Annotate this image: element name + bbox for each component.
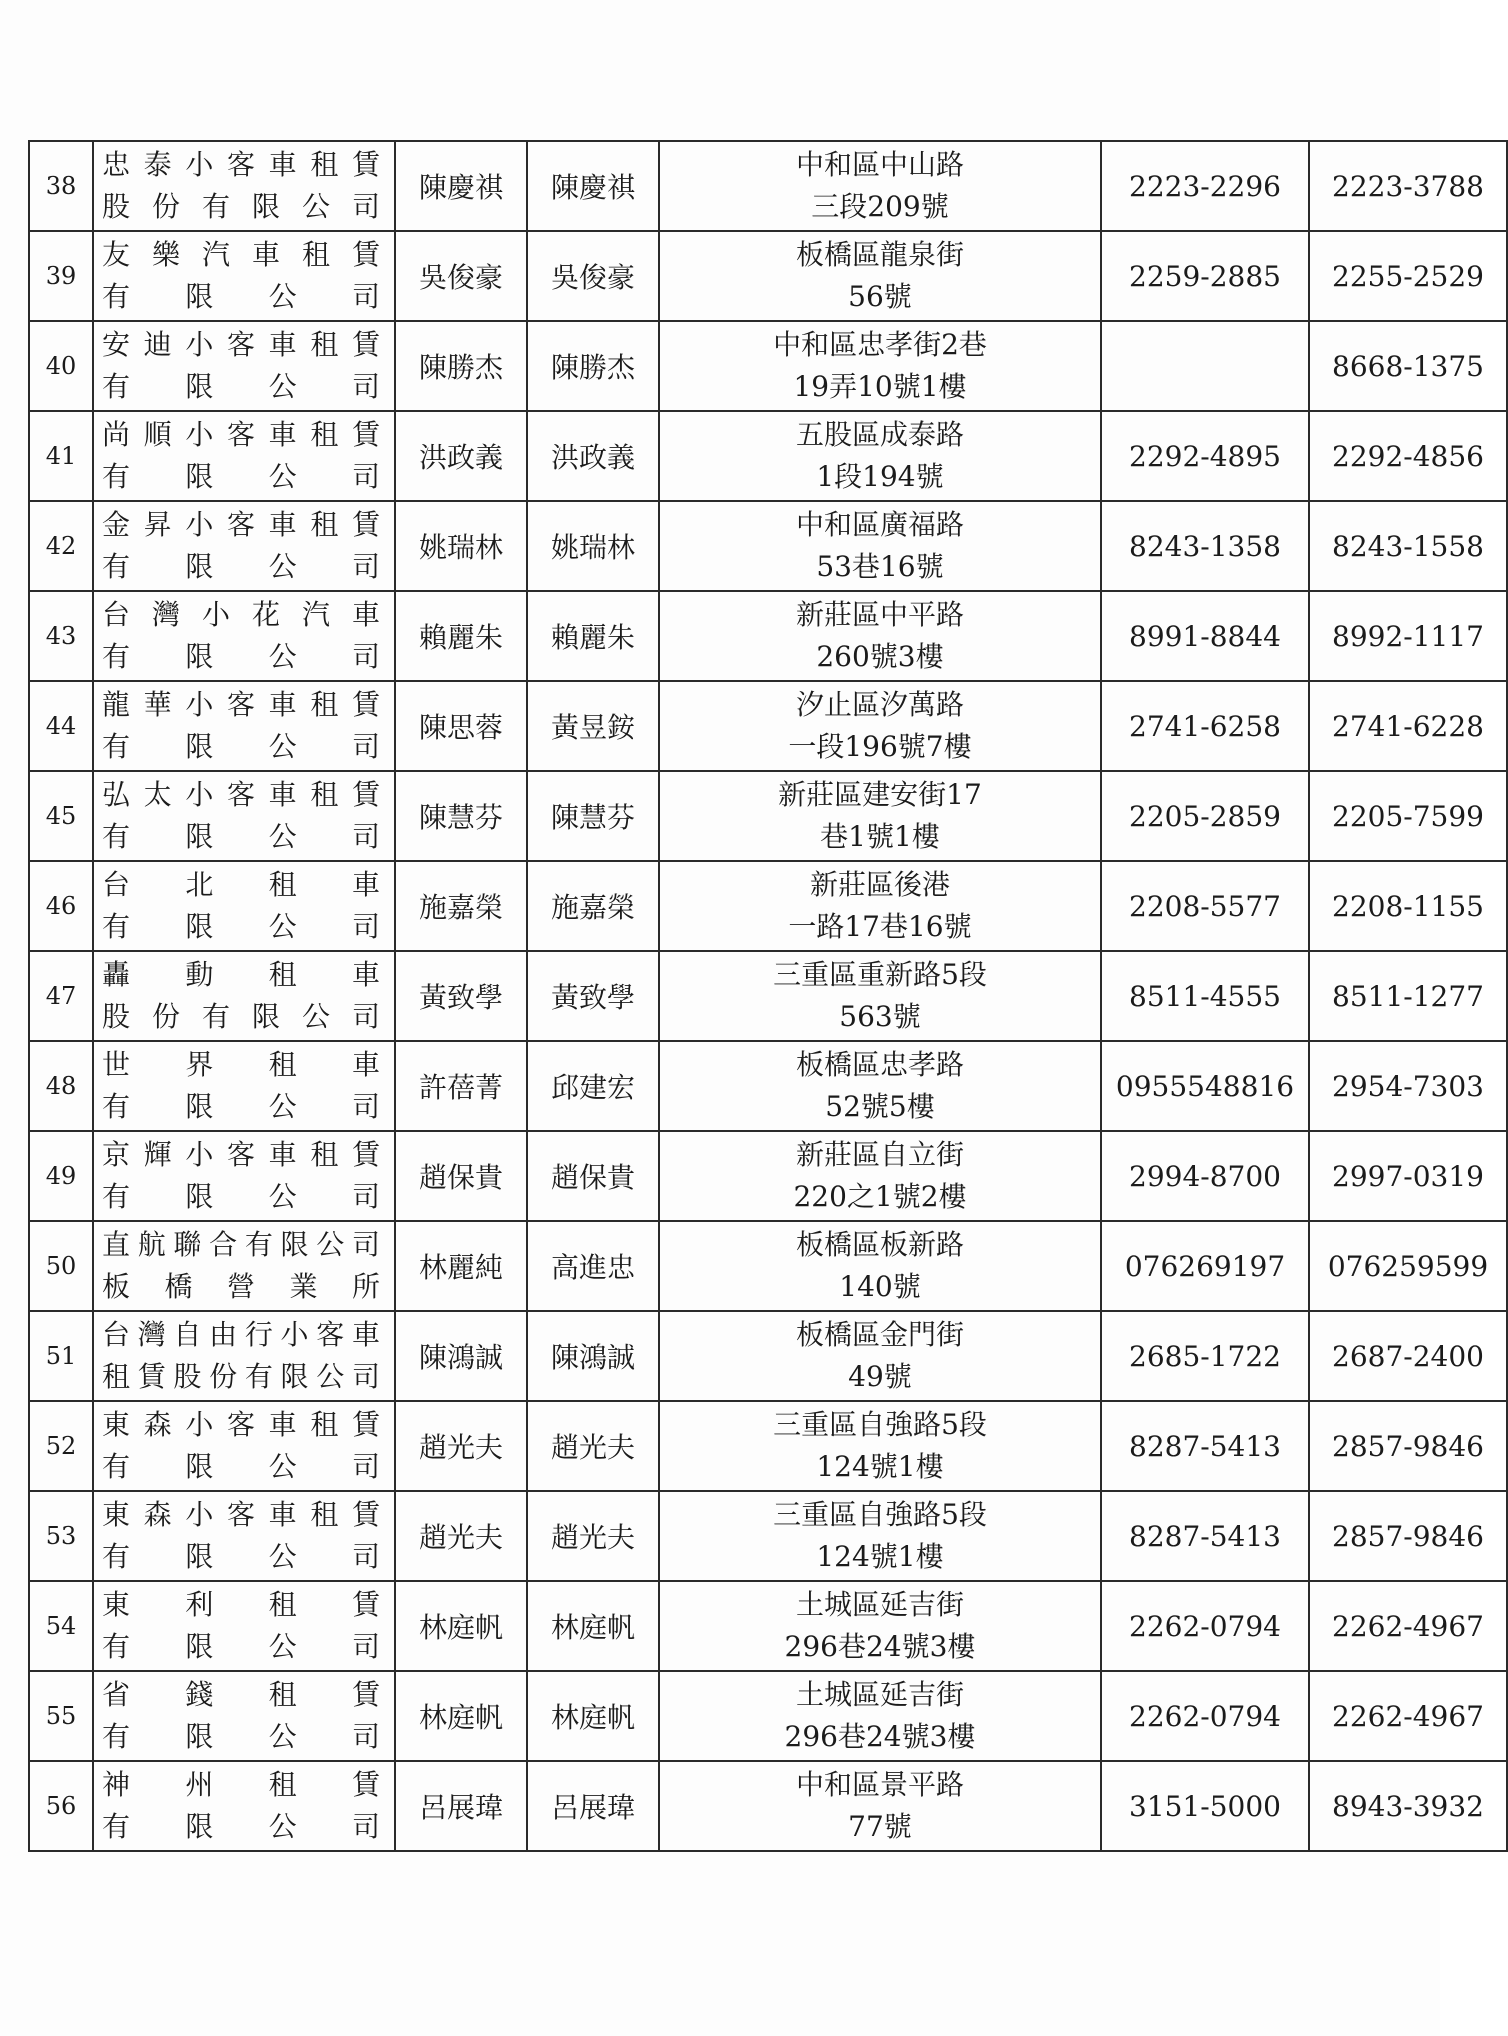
fax-number: 2292-4856: [1309, 411, 1507, 501]
manager-name: 林庭帆: [527, 1671, 659, 1761]
manager-name: 趙光夫: [527, 1491, 659, 1581]
address-line: 296巷24號3樓: [784, 1720, 976, 1753]
fax-number: 2223-3788: [1309, 141, 1507, 231]
phone-number: 2259-2885: [1101, 231, 1309, 321]
address-cell: [659, 1401, 1101, 1491]
address-cell: [659, 141, 1101, 231]
company-name-cell: [93, 1221, 395, 1311]
row-number: 56: [29, 1761, 93, 1851]
company-name-cell: [93, 1131, 395, 1221]
fax-number: 2262-4967: [1309, 1581, 1507, 1671]
address-line: 中和區中山路: [795, 148, 964, 181]
row-number: 44: [29, 681, 93, 771]
owner-name: 施嘉榮: [395, 861, 527, 951]
table-row: [29, 501, 1507, 591]
table-row: [29, 1221, 1507, 1311]
company-name-cell: [93, 1311, 395, 1401]
table-row: [29, 321, 1507, 411]
address-line: 中和區廣福路: [795, 508, 964, 541]
company-name-line: 東森小客車租賃: [102, 1498, 386, 1531]
address-line: 563號: [839, 1000, 921, 1033]
fax-number: 8668-1375: [1309, 321, 1507, 411]
company-name-line: 東利租賃: [102, 1588, 386, 1621]
address-line: 板橋區龍泉街: [795, 238, 964, 271]
address-line: 一路17巷16號: [788, 910, 972, 943]
address-cell: [659, 861, 1101, 951]
row-number: 52: [29, 1401, 93, 1491]
table-row: [29, 1491, 1507, 1581]
company-name-line: 世界租車: [102, 1048, 386, 1081]
company-name-line: 弘太小客車租賃: [102, 778, 386, 811]
owner-name: 陳慶祺: [395, 141, 527, 231]
address-line: 三重區自強路5段: [773, 1498, 987, 1531]
manager-name: 洪政義: [527, 411, 659, 501]
address-cell: [659, 411, 1101, 501]
company-name-cell: [93, 1671, 395, 1761]
company-name-line: 有限公司: [102, 1090, 386, 1123]
company-name-cell: [93, 1491, 395, 1581]
company-name-cell: [93, 1761, 395, 1851]
owner-name: 姚瑞林: [395, 501, 527, 591]
address-line: 新莊區中平路: [795, 598, 964, 631]
manager-name: 陳慶祺: [527, 141, 659, 231]
table-row: [29, 141, 1507, 231]
company-name-cell: [93, 141, 395, 231]
company-name-line: 有限公司: [102, 1810, 386, 1843]
row-number: 38: [29, 141, 93, 231]
table-row: [29, 861, 1507, 951]
table-row: [29, 681, 1507, 771]
company-name-cell: [93, 231, 395, 321]
manager-name: 陳勝杰: [527, 321, 659, 411]
company-name-cell: [93, 951, 395, 1041]
phone-number: 2205-2859: [1101, 771, 1309, 861]
company-name-line: 尚順小客車租賃: [102, 418, 386, 451]
address-line: 19弄10號1樓: [793, 370, 967, 403]
address-cell: [659, 771, 1101, 861]
manager-name: 林庭帆: [527, 1581, 659, 1671]
company-name-cell: [93, 771, 395, 861]
manager-name: 姚瑞林: [527, 501, 659, 591]
row-number: 39: [29, 231, 93, 321]
address-cell: [659, 951, 1101, 1041]
phone-number: 3151-5000: [1101, 1761, 1309, 1851]
address-line: 新莊區自立街: [795, 1138, 964, 1171]
row-number: 43: [29, 591, 93, 681]
company-name-line: 忠泰小客車租賃: [102, 148, 386, 181]
address-line: 124號1樓: [816, 1540, 944, 1573]
fax-number: 2208-1155: [1309, 861, 1507, 951]
address-line: 五股區成泰路: [795, 418, 964, 451]
company-name-line: 有限公司: [102, 370, 386, 403]
address-cell: [659, 591, 1101, 681]
manager-name: 施嘉榮: [527, 861, 659, 951]
address-line: 汐止區汐萬路: [795, 688, 964, 721]
fax-number: 2205-7599: [1309, 771, 1507, 861]
phone-number: 0955548816: [1101, 1041, 1309, 1131]
company-name-line: 神州租賃: [102, 1768, 386, 1801]
fax-number: 2255-2529: [1309, 231, 1507, 321]
address-line: 土城區延吉街: [795, 1678, 964, 1711]
table-row: [29, 771, 1507, 861]
phone-number: 2223-2296: [1101, 141, 1309, 231]
phone-number: 2262-0794: [1101, 1581, 1309, 1671]
table-row: [29, 591, 1507, 681]
company-name-cell: [93, 681, 395, 771]
row-number: 47: [29, 951, 93, 1041]
company-name-line: 有限公司: [102, 820, 386, 853]
address-line: 53巷16號: [816, 550, 944, 583]
company-name-line: 安迪小客車租賃: [102, 328, 386, 361]
table-row: [29, 231, 1507, 321]
company-name-cell: [93, 501, 395, 591]
address-cell: [659, 1671, 1101, 1761]
owner-name: 陳鴻誠: [395, 1311, 527, 1401]
table-row: [29, 411, 1507, 501]
fax-number: 2741-6228: [1309, 681, 1507, 771]
address-line: 土城區延吉街: [795, 1588, 964, 1621]
company-name-line: 有限公司: [102, 1450, 386, 1483]
phone-number: 076269197: [1101, 1221, 1309, 1311]
address-line: 140號: [839, 1270, 921, 1303]
company-name-cell: [93, 861, 395, 951]
manager-name: 陳鴻誠: [527, 1311, 659, 1401]
manager-name: 呂展瑋: [527, 1761, 659, 1851]
company-name-cell: [93, 411, 395, 501]
table-row: [29, 951, 1507, 1041]
address-line: 新莊區後港: [809, 868, 950, 901]
address-cell: [659, 1311, 1101, 1401]
row-number: 53: [29, 1491, 93, 1581]
manager-name: 吳俊豪: [527, 231, 659, 321]
address-line: 板橋區忠孝路: [795, 1048, 964, 1081]
company-name-line: 台灣小花汽車: [102, 598, 386, 631]
table-row: [29, 1761, 1507, 1851]
row-number: 42: [29, 501, 93, 591]
owner-name: 林麗純: [395, 1221, 527, 1311]
phone-number: 8287-5413: [1101, 1401, 1309, 1491]
owner-name: 洪政義: [395, 411, 527, 501]
address-cell: [659, 1761, 1101, 1851]
address-cell: [659, 501, 1101, 591]
owner-name: 許蓓菁: [395, 1041, 527, 1131]
fax-number: 2857-9846: [1309, 1401, 1507, 1491]
address-line: 124號1樓: [816, 1450, 944, 1483]
table-row: [29, 1311, 1507, 1401]
owner-name: 趙光夫: [395, 1401, 527, 1491]
company-name-line: 直航聯合有限公司: [102, 1228, 386, 1261]
company-name-line: 有限公司: [102, 910, 386, 943]
company-name-cell: [93, 1401, 395, 1491]
company-name-line: 股份有限公司: [102, 1000, 386, 1033]
company-name-line: 友樂汽車租賃: [102, 238, 386, 271]
table-row: [29, 1401, 1507, 1491]
company-name-line: 東森小客車租賃: [102, 1408, 386, 1441]
row-number: 55: [29, 1671, 93, 1761]
fax-number: 8992-1117: [1309, 591, 1507, 681]
address-cell: [659, 231, 1101, 321]
address-cell: [659, 681, 1101, 771]
row-number: 48: [29, 1041, 93, 1131]
company-name-line: 京輝小客車租賃: [102, 1138, 386, 1171]
address-line: 一段196號7樓: [788, 730, 972, 763]
owner-name: 趙保貴: [395, 1131, 527, 1221]
row-number: 41: [29, 411, 93, 501]
phone-number: 8991-8844: [1101, 591, 1309, 681]
phone-number: 8511-4555: [1101, 951, 1309, 1041]
address-line: 三重區重新路5段: [773, 958, 987, 991]
address-cell: [659, 321, 1101, 411]
address-line: 三段209號: [811, 190, 949, 223]
address-line: 77號: [848, 1810, 912, 1843]
owner-name: 林庭帆: [395, 1671, 527, 1761]
company-name-cell: [93, 1041, 395, 1131]
company-name-line: 有限公司: [102, 1180, 386, 1213]
address-line: 中和區忠孝街2巷: [773, 328, 987, 361]
fax-number: 2262-4967: [1309, 1671, 1507, 1761]
owner-name: 黃致學: [395, 951, 527, 1041]
fax-number: 8243-1558: [1309, 501, 1507, 591]
phone-number: 2685-1722: [1101, 1311, 1309, 1401]
address-line: 中和區景平路: [795, 1768, 964, 1801]
company-name-cell: [93, 1581, 395, 1671]
company-name-line: 有限公司: [102, 640, 386, 673]
company-name-line: 板橋營業所: [102, 1270, 386, 1303]
address-line: 296巷24號3樓: [784, 1630, 976, 1663]
fax-number: 2687-2400: [1309, 1311, 1507, 1401]
fax-number: 2857-9846: [1309, 1491, 1507, 1581]
address-line: 260號3樓: [816, 640, 944, 673]
row-number: 45: [29, 771, 93, 861]
address-cell: [659, 1491, 1101, 1581]
owner-name: 林庭帆: [395, 1581, 527, 1671]
address-line: 板橋區板新路: [795, 1228, 964, 1261]
address-cell: [659, 1041, 1101, 1131]
manager-name: 黃致學: [527, 951, 659, 1041]
address-cell: [659, 1221, 1101, 1311]
company-name-line: 省錢租賃: [102, 1678, 386, 1711]
company-name-line: 有限公司: [102, 550, 386, 583]
table-row: [29, 1041, 1507, 1131]
address-line: 三重區自強路5段: [773, 1408, 987, 1441]
phone-number: 8243-1358: [1101, 501, 1309, 591]
row-number: 40: [29, 321, 93, 411]
company-name-line: 有限公司: [102, 1540, 386, 1573]
manager-name: 趙光夫: [527, 1401, 659, 1491]
company-name-cell: [93, 321, 395, 411]
owner-name: 陳勝杰: [395, 321, 527, 411]
address-cell: [659, 1581, 1101, 1671]
row-number: 54: [29, 1581, 93, 1671]
company-name-line: 有限公司: [102, 1630, 386, 1663]
company-name-line: 有限公司: [102, 730, 386, 763]
phone-number: 2292-4895: [1101, 411, 1309, 501]
manager-name: 黃昱銨: [527, 681, 659, 771]
owner-name: 陳慧芬: [395, 771, 527, 861]
table-body: [29, 141, 1507, 1851]
phone-number: 8287-5413: [1101, 1491, 1309, 1581]
address-line: 新莊區建安街17: [778, 778, 982, 811]
phone-number: 2262-0794: [1101, 1671, 1309, 1761]
row-number: 50: [29, 1221, 93, 1311]
owner-name: 呂展瑋: [395, 1761, 527, 1851]
manager-name: 高進忠: [527, 1221, 659, 1311]
company-name-line: 轟動租車: [102, 958, 386, 991]
owner-name: 趙光夫: [395, 1491, 527, 1581]
address-line: 板橋區金門街: [795, 1318, 964, 1351]
company-name-line: 有限公司: [102, 460, 386, 493]
manager-name: 邱建宏: [527, 1041, 659, 1131]
table-row: [29, 1131, 1507, 1221]
address-line: 1段194號: [816, 460, 944, 493]
row-number: 51: [29, 1311, 93, 1401]
company-name-cell: [93, 591, 395, 681]
owner-name: 吳俊豪: [395, 231, 527, 321]
fax-number: 076259599: [1309, 1221, 1507, 1311]
phone-number: 2208-5577: [1101, 861, 1309, 951]
company-name-line: 台灣自由行小客車: [102, 1318, 386, 1351]
address-cell: [659, 1131, 1101, 1221]
table-row: [29, 1581, 1507, 1671]
company-name-line: 股份有限公司: [102, 190, 386, 223]
manager-name: 賴麗朱: [527, 591, 659, 681]
address-line: 56號: [848, 280, 912, 313]
company-name-line: 租賃股份有限公司: [102, 1360, 386, 1393]
fax-number: 2954-7303: [1309, 1041, 1507, 1131]
phone-number: [1101, 321, 1309, 411]
row-number: 46: [29, 861, 93, 951]
company-name-line: 台北租車: [102, 868, 386, 901]
fax-number: 2997-0319: [1309, 1131, 1507, 1221]
owner-name: 賴麗朱: [395, 591, 527, 681]
phone-number: 2741-6258: [1101, 681, 1309, 771]
manager-name: 陳慧芬: [527, 771, 659, 861]
address-line: 49號: [848, 1360, 912, 1393]
address-line: 52號5樓: [825, 1090, 935, 1123]
table-row: [29, 1671, 1507, 1761]
manager-name: 趙保貴: [527, 1131, 659, 1221]
fax-number: 8943-3932: [1309, 1761, 1507, 1851]
fax-number: 8511-1277: [1309, 951, 1507, 1041]
company-name-line: 金昇小客車租賃: [102, 508, 386, 541]
phone-number: 2994-8700: [1101, 1131, 1309, 1221]
company-name-line: 龍華小客車租賃: [102, 688, 386, 721]
owner-name: 陳思蓉: [395, 681, 527, 771]
company-name-line: 有限公司: [102, 280, 386, 313]
address-line: 220之1號2樓: [793, 1180, 967, 1213]
rental-company-table: [28, 140, 1508, 1852]
row-number: 49: [29, 1131, 93, 1221]
company-name-line: 有限公司: [102, 1720, 386, 1753]
address-line: 巷1號1樓: [820, 820, 940, 853]
